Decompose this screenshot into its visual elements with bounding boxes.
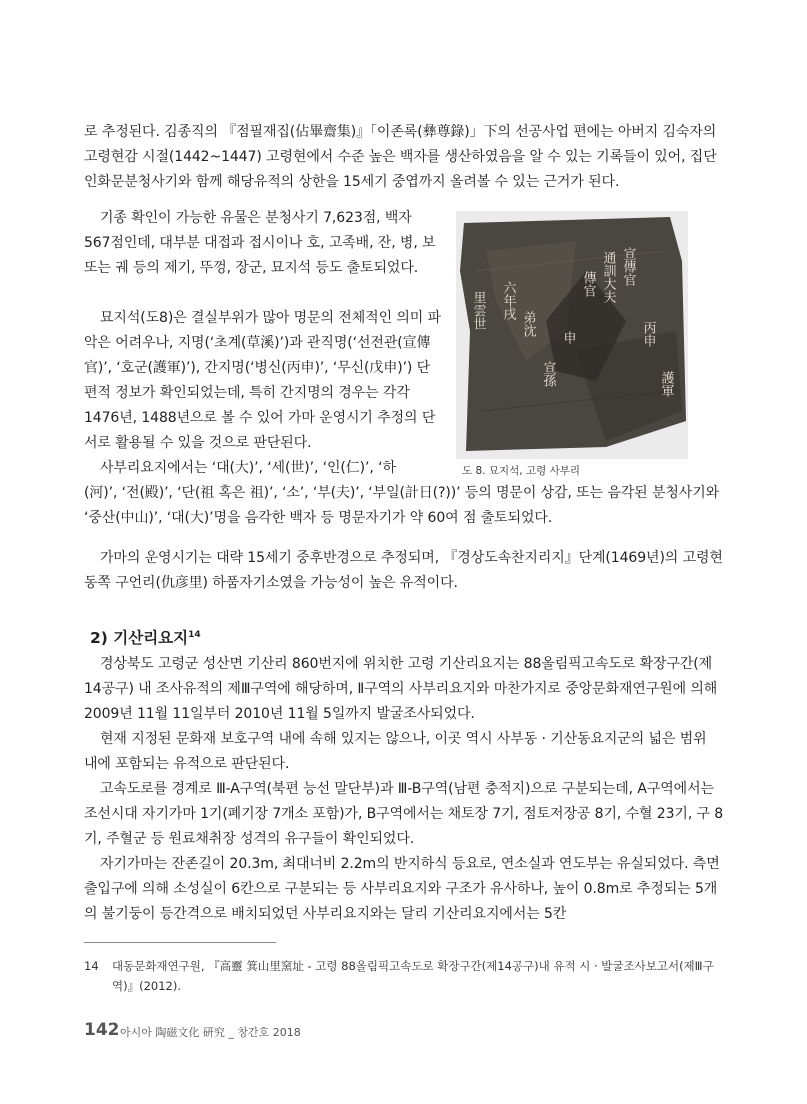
epitaph-stone-photo [456, 211, 688, 459]
inscription-col-5: 申 [560, 331, 576, 344]
section-heading [90, 626, 201, 648]
footnote-number: 14 [84, 959, 99, 973]
figure-caption: 도 8. 묘지석, 고령 사부리 [462, 465, 580, 477]
paragraph-protection-zone: 현재 지정된 문화재 보호구역 내에 속해 있지는 않으나, 이곳 역시 사부동 · 기산동요지군의 넓은 범위 내에 포함되는 유적으로 판단된다. [84, 731, 707, 772]
paragraph-operation-period: 가마의 운영시기는 대략 15세기 중후반경으로 추정되며, 『경상도속찬지리지』단계(1469년)의 고령현 동쪽 구언리(仇彦里) 하품자기소였을 가능성이 높은 유적이다. [84, 550, 723, 591]
paragraph-inscriptions: (河)’, ‘전(殿)’, ‘단(祖 혹은 祖)’, ‘소’, ‘부(夫)’, ‘부일(計日(?))’ 등의 명문이 상감, 또는 음각된 분청사기와 ‘중산(中山)’, ‘대(大)’명을 음각한 백자 등 명문자기가 약 60여 점 출토되었다. [84, 485, 720, 526]
paragraph-artifacts: 기종 확인이 가능한 유물은 분청사기 7,623점, 백자 567점인데, 대부분 대접과 접시이나 호, 고족배, 잔, 병, 보 또는 궤 등의 제기, 뚜껑, 장군, 묘지석 등도 출토되었다. [84, 210, 436, 276]
paragraph-zones: 고속도로를 경계로 Ⅲ-A구역(북편 능선 말단부)과 Ⅲ-B구역(남편 충적지)으로 구분되는데, A구역에서는 조선시대 자기가마 1기(폐기장 7개소 포함)가, B구역에서는 채토장 7기, 점토저장공 8기, 수혈 23기, 구 8기, 주혈군 등 원료채취장 성격의 유구들이 확인되었다. [84, 781, 724, 847]
inscription-col-6: 傳官 [580, 271, 596, 297]
paragraph-intro: 로 추정된다. 김종직의 『점필재집(佔畢齋集)』「이존록(彝尊錄)」下의 선공사업 편에는 아버지 김숙자의 고령현감 시절(1442~1447) 고령현에서 수준 높은 백자를 생산하였음을 알 수 있는 기록들이 있어, 집단인화문분청사기와 함께 해당유적의 상한을 15세기 중엽까지 올려볼 수 있는 근거가 된다. [84, 124, 717, 190]
paragraph-kiln: 자기가마는 잔존길이 20.3m, 최대너비 2.2m의 반지하식 등요로, 연소실과 연도부는 유실되었다. 측면출입구에 의해 소성실이 6칸으로 구분되는 등 사부리요지와 구조가 유사하나, 높이 0.8m로 추정되는 5개의 불기둥이 등간격으로 배치되었던 사부리요지와는 달리 기산리요지에서는 5칸 [84, 856, 720, 922]
inscription-col-3: 弟沈 [520, 311, 536, 337]
inscription-col-7: 通訓大夫 [600, 251, 616, 303]
footnote-ref: 14 [188, 629, 201, 640]
page-number: 142 [84, 1020, 120, 1040]
inscription-col-9: 丙申 [640, 321, 656, 347]
paragraph-epitaph: 묘지석(도8)은 결실부위가 많아 명문의 전체적인 의미 파악은 어려우나, 지명(‘초계(草溪)’)과 관직명(‘선전관(宣傳官)’, ‘호군(護軍)’), 간지명(‘병신(丙申)’, ‘무신(戊申)’) 단편적 정보가 확인되었는데, 특히 간지명의 경우는 각각 1476년, 1488년으로 볼 수 있어 가마 운영시기 추정의 단서로 활용될 수 있을 것으로 판단된다. [84, 310, 441, 451]
inscription-col-2: 六年戌 [500, 281, 516, 320]
paragraph-gisan-location: 경상북도 고령군 성산면 기산리 860번지에 위치한 고령 기산리요지는 88올림픽고속도로 확장구간(제14공구) 내 조사유적의 제Ⅲ구역에 해당하며, Ⅱ구역의 사부리요지와 마찬가지로 중앙문화재연구원에 의해 2009년 11월 11일부터 2010년 11월 5일까지 발굴조사되었다. [84, 656, 718, 722]
paragraph-inscriptions-start: 사부리요지에서는 ‘대(大)’, ‘세(世)’, ‘인(仁)’, ‘하 [100, 460, 396, 476]
footnote-text: 대동문화재연구원, 『高靈 箕山里窯址 - 고령 88올림픽고속도로 확장구간(제14공구)내 유적 시 · 발굴조사보고서(제Ⅲ구역)』(2012). [112, 959, 714, 993]
inscription-col-8: 宣傳官 [620, 247, 636, 286]
epitaph-stone-image [456, 211, 688, 459]
journal-title: 아시아 陶磁文化 硏究 _ 창간호 2018 [120, 1026, 301, 1039]
inscription-col-10: 護軍 [658, 371, 674, 397]
footnote [84, 956, 724, 996]
inscription-col-4: 宣孫 [540, 361, 556, 387]
section-heading-text: 2) 기산리요지 [90, 629, 189, 647]
footnote-divider [84, 942, 276, 943]
inscription-col-1: 里雲世 [470, 291, 486, 330]
